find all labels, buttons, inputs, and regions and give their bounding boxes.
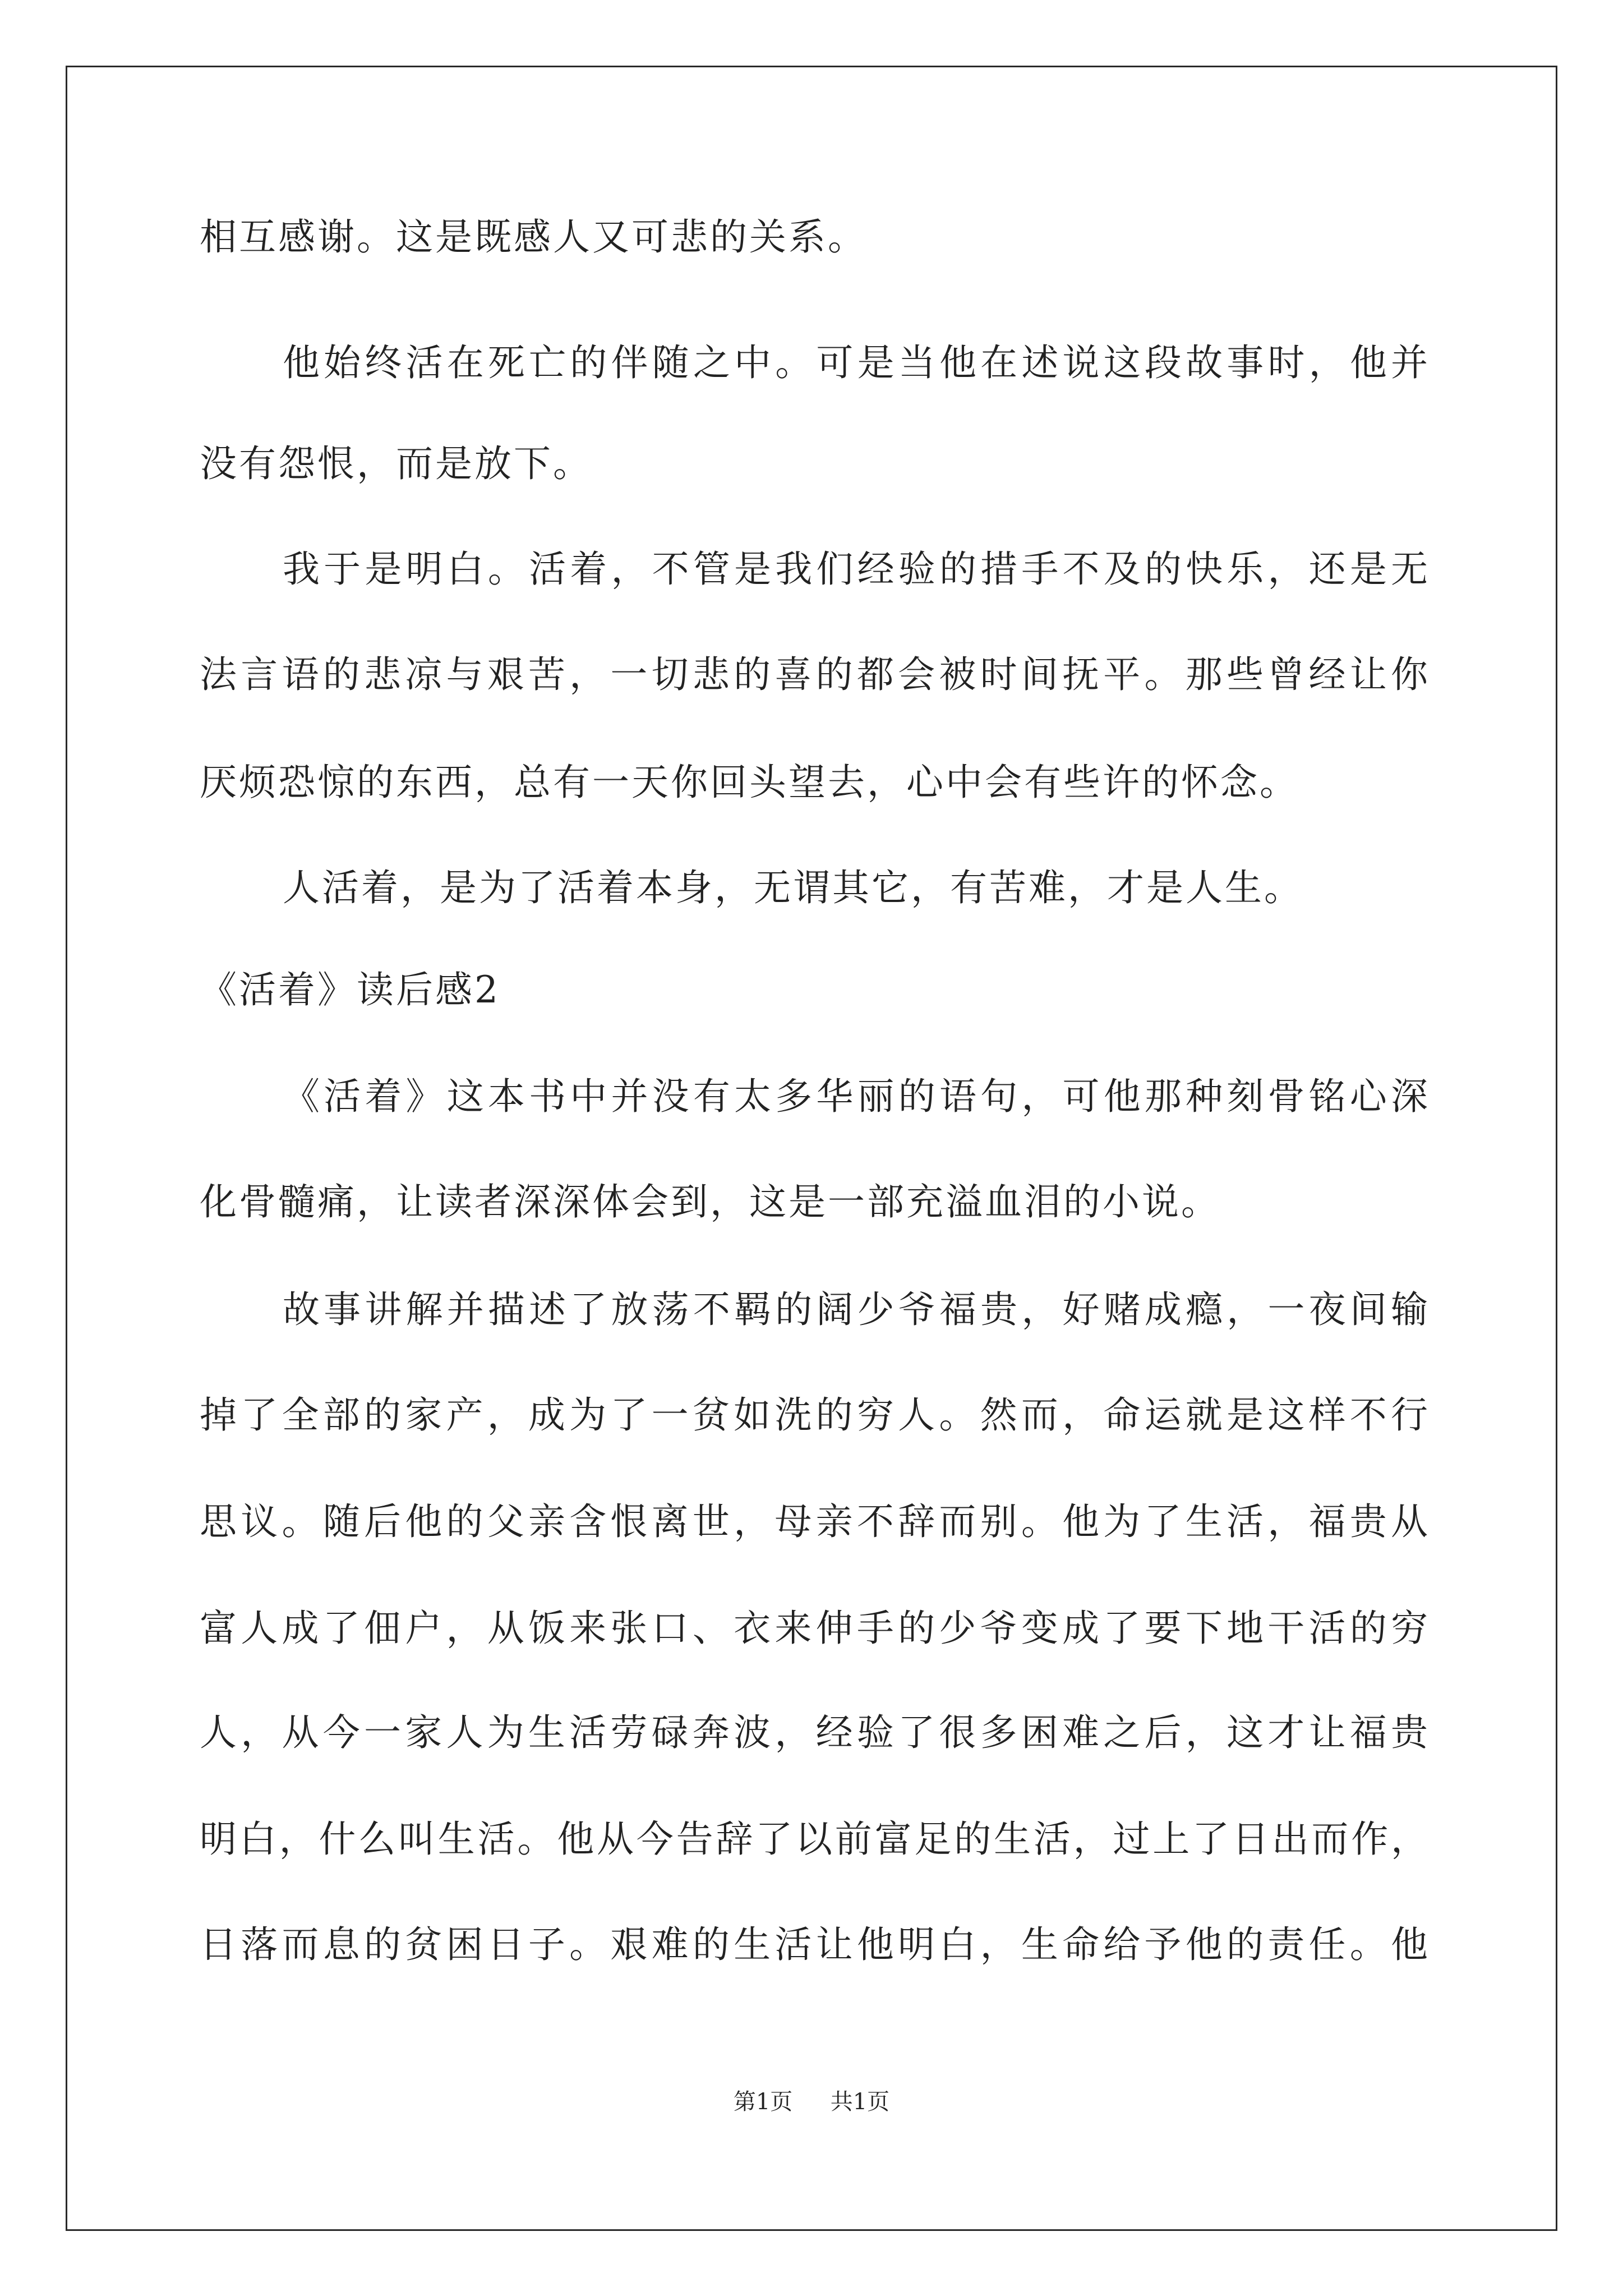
text-line: 厌烦恐惊的东西，总有一天你回头望去，心中会有些许的怀念。 xyxy=(200,761,1299,804)
page-footer xyxy=(0,2088,1623,2116)
text-line: 人，从今一家人为生活劳碌奔波，经验了很多困难之后，这才让福贵 xyxy=(200,1711,1428,1754)
text-line: 相互感谢。这是既感人又可悲的关系。 xyxy=(200,215,867,259)
text-line: 我于是明白。活着，不管是我们经验的措手不及的快乐，还是无 xyxy=(283,547,1428,591)
page-border xyxy=(66,66,1557,2231)
text-line: 故事讲解并描述了放荡不羁的阔少爷福贵，好赌成瘾，一夜间输 xyxy=(283,1288,1428,1331)
text-line: 他始终活在死亡的伴随之中。可是当他在述说这段故事时，他并 xyxy=(283,341,1428,384)
section-heading: 《活着》读后感2 xyxy=(200,968,500,1011)
text-line: 日落而息的贫困日子。艰难的生活让他明白，生命给予他的责任。他 xyxy=(200,1923,1428,1966)
text-line: 没有怨恨，而是放下。 xyxy=(200,442,592,485)
text-line: 思议。随后他的父亲含恨离世，母亲不辞而别。他为了生活，福贵从 xyxy=(200,1500,1428,1543)
text-line: 富人成了佃户，从饭来张口、衣来伸手的少爷变成了要下地干活的穷 xyxy=(200,1607,1428,1650)
text-line: 《活着》这本书中并没有太多华丽的语句，可他那种刻骨铭心深 xyxy=(283,1075,1428,1118)
text-line: 化骨髓痛，让读者深深体会到，这是一部充溢血泪的小说。 xyxy=(200,1180,1220,1223)
text-line: 掉了全部的家产，成为了一贫如洗的穷人。然而，命运就是这样不行 xyxy=(200,1393,1428,1437)
text-line: 明白，什么叫生活。他从今告辞了以前富足的生活，过上了日出而作， xyxy=(200,1818,1428,1861)
text-line: 法言语的悲凉与艰苦，一切悲的喜的都会被时间抚平。那些曾经让你 xyxy=(200,653,1428,696)
text-line: 人活着，是为了活着本身，无谓其它，有苦难，才是人生。 xyxy=(283,866,1303,909)
page-number: 第1页 xyxy=(733,2089,793,2115)
page-total: 共1页 xyxy=(830,2089,890,2115)
